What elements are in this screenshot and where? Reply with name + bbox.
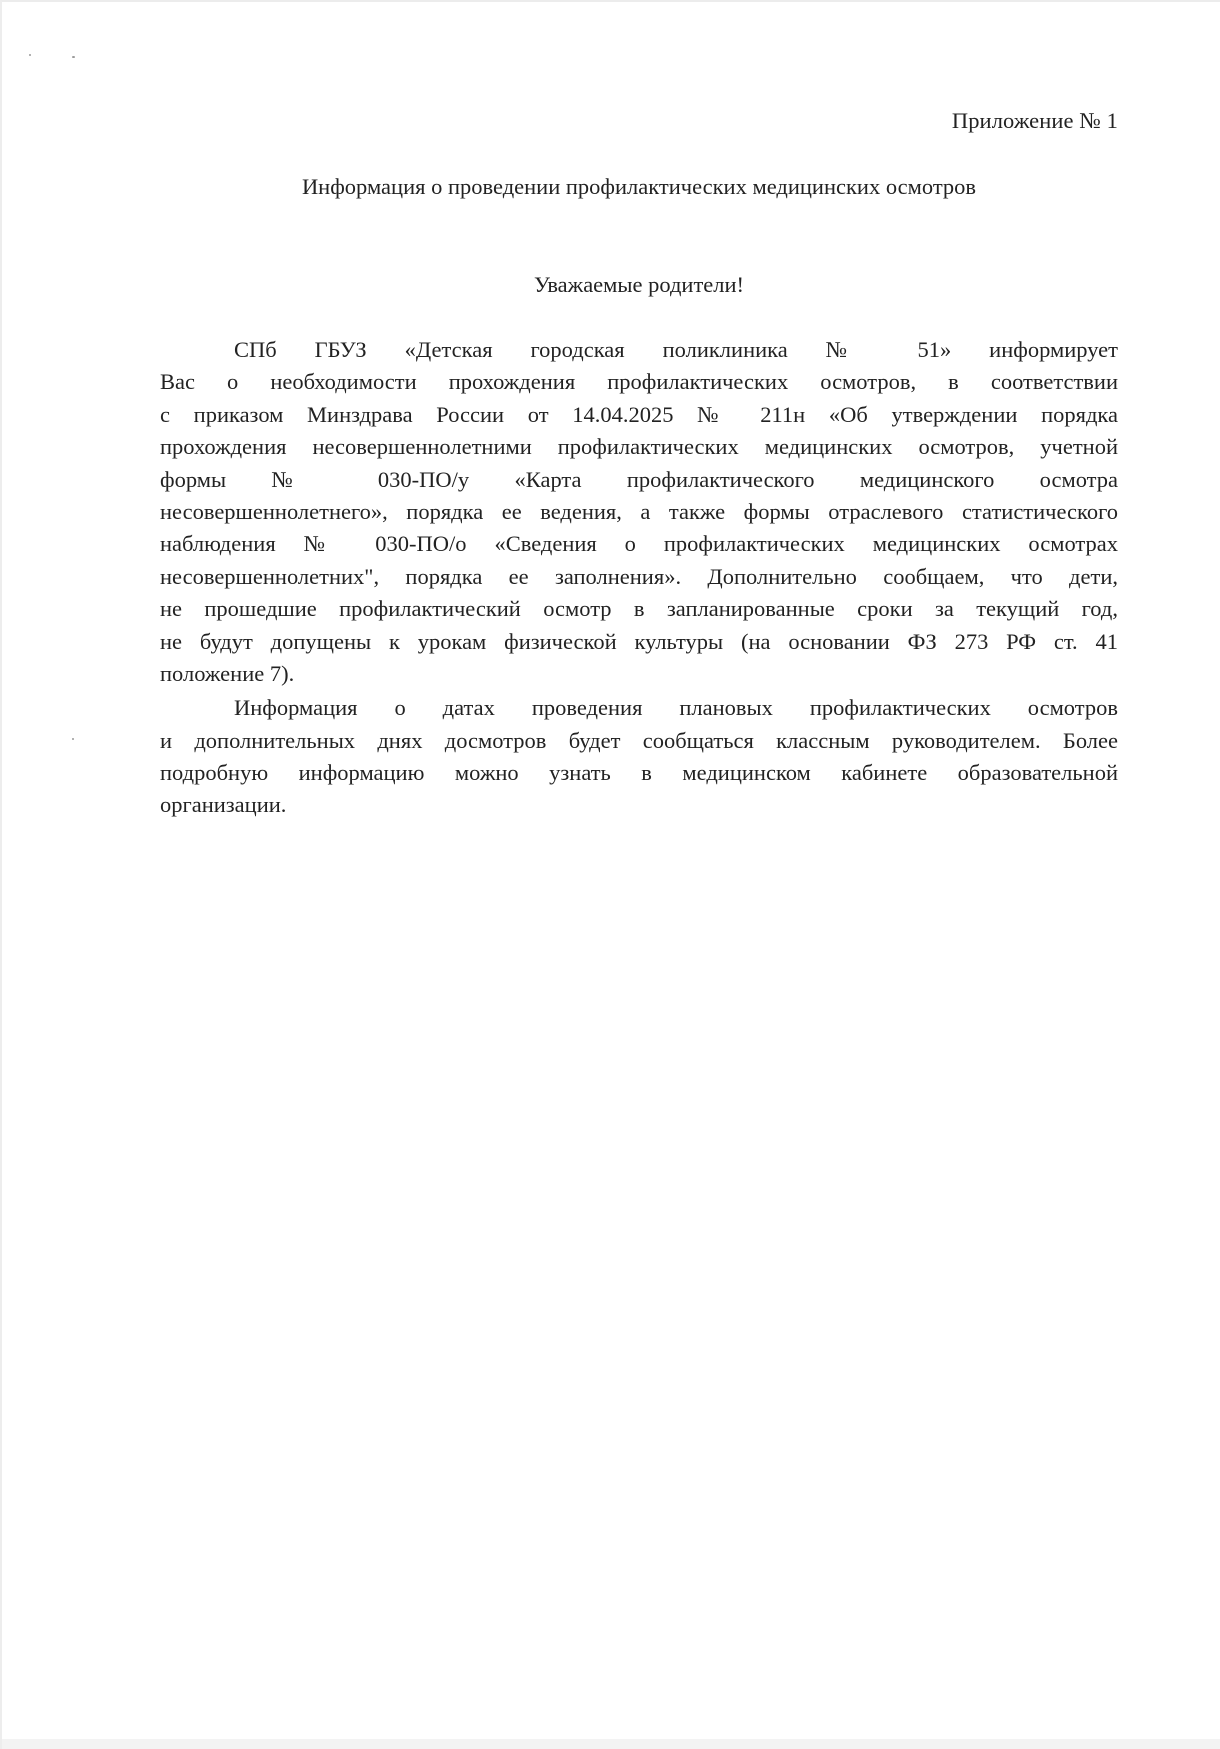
paragraph-line: несовершеннолетних", порядка ее заполнения». Дополнительно сообщаем, что дети, <box>160 563 1118 589</box>
document-title: Информация о проведении профилактических медицинских осмотров <box>301 174 977 199</box>
paragraph-line: положение 7). <box>160 660 295 686</box>
scan-speck <box>72 738 74 740</box>
paragraph-line: Информация о датах проведения плановых профилактических осмотров <box>234 695 1118 721</box>
paragraph-line: наблюдения № 030-ПО/о «Сведения о профилактических медицинских осмотрах <box>160 531 1118 557</box>
paragraph-line: несовершеннолетнего», порядка ее ведения, а также формы отраслевого статистического <box>160 498 1118 524</box>
scan-speck <box>29 54 31 56</box>
paragraph-line: формы № 030-ПО/у «Карта профилактического медицинского осмотра <box>160 466 1118 492</box>
appendix-label: Приложение № 1 <box>951 108 1118 133</box>
paragraph-1 <box>160 334 1118 690</box>
greeting: Уважаемые родители! <box>533 272 745 297</box>
paragraph-line: и дополнительных днях досмотров будет сообщаться классным руководителем. Более <box>160 727 1118 753</box>
paragraph-line: СПб ГБУЗ «Детская городская поликлиника № 51» информирует <box>234 337 1118 362</box>
body-text <box>160 334 1118 822</box>
paragraph-line: Вас о необходимости прохождения профилактических осмотров, в соответствии <box>160 369 1118 395</box>
paragraph-line: организации. <box>160 792 287 818</box>
paragraph-line: с приказом Минздрава России от 14.04.2025 № 211н «Об утверждении порядка <box>160 401 1118 427</box>
scan-speck <box>72 56 75 58</box>
paragraph-line: прохождения несовершеннолетними профилактических медицинских осмотров, учетной <box>160 434 1118 460</box>
paragraph-line: не будут допущены к урокам физической культуры (на основании ФЗ 273 РФ ст. 41 <box>160 628 1118 654</box>
paragraph-line: подробную информацию можно узнать в медицинском кабинете образовательной <box>160 760 1118 786</box>
paragraph-2 <box>160 692 1118 822</box>
paragraph-line: не прошедшие профилактический осмотр в запланированные сроки за текущий год, <box>160 596 1118 622</box>
page-bottom-edge <box>2 1739 1220 1749</box>
